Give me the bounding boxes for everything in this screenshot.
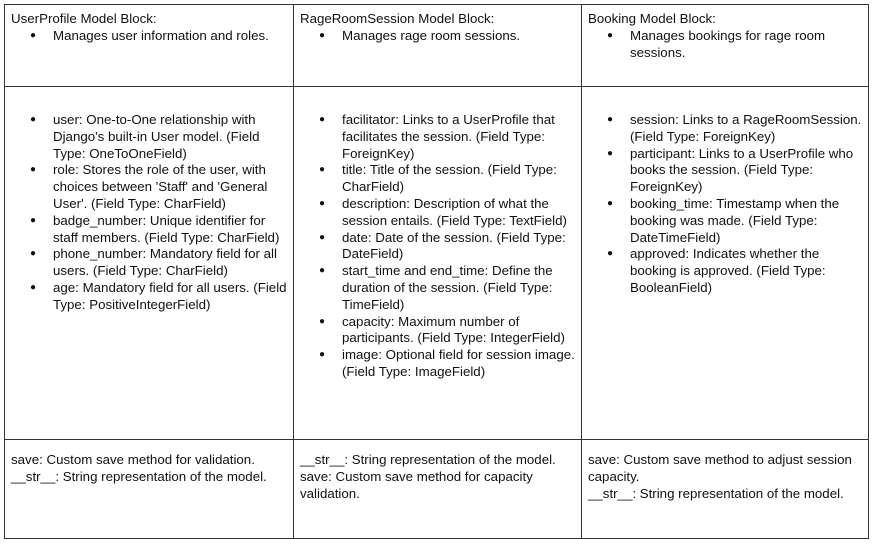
booking-methods-cell: [582, 440, 868, 538]
list-item: ● session: Links to a RageRoomSession. (Field Type: ForeignKey): [588, 112, 863, 146]
rageroomsession-summary-list: [300, 28, 577, 45]
method-text: save: Custom save method to adjust session capacity.: [588, 452, 852, 484]
userprofile-header: UserProfile Model Block:: [11, 11, 157, 26]
rageroomsession-fields-cell: [294, 87, 582, 440]
list-item: ● participant: Links to a UserProfile who books the session. (Field Type: ForeignKey): [588, 146, 863, 196]
list-item: ● Manages rage room sessions.: [300, 28, 577, 45]
booking-header-cell: [582, 5, 868, 87]
list-item: ● facilitator: Links to a UserProfile that facilitates the session. (Field Type: ForeignKey): [300, 112, 577, 162]
list-item: ● image: Optional field for session image. (Field Type: ImageField): [300, 347, 577, 381]
list-item: ● phone_number: Mandatory field for all users. (Field Type: CharField): [11, 246, 289, 280]
list-item: ● role: Stores the role of the user, with choices between 'Staff' and 'General User'. (Field Type: CharField): [11, 162, 289, 212]
model-table: [4, 4, 869, 539]
rageroomsession-methods-cell: [294, 440, 582, 538]
userprofile-summary-list: [11, 28, 289, 45]
list-item: ● Manages bookings for rage room sessions.: [588, 28, 863, 62]
list-item: ● capacity: Maximum number of participants. (Field Type: IntegerField): [300, 314, 577, 348]
booking-header: Booking Model Block:: [588, 11, 716, 26]
method-text: __str__: String representation of the model.: [300, 452, 556, 467]
list-item: ● badge_number: Unique identifier for staff members. (Field Type: CharField): [11, 213, 289, 247]
list-item: ● description: Description of what the session entails. (Field Type: TextField): [300, 196, 577, 230]
list-item: ● date: Date of the session. (Field Type: DateField): [300, 230, 577, 264]
userprofile-fields-cell: [5, 87, 294, 440]
method-text: save: Custom save method for capacity validation.: [300, 468, 533, 501]
method-text: __str__: String representation of the model.: [588, 485, 844, 501]
method-text: __str__: String representation of the model.: [11, 468, 267, 484]
list-item: ● user: One-to-One relationship with Django's built-in User model. (Field Type: OneToOneField): [11, 112, 289, 162]
list-item: ● approved: Indicates whether the booking is approved. (Field Type: BooleanField): [588, 246, 863, 296]
list-item: ● age: Mandatory field for all users. (Field Type: PositiveIntegerField): [11, 280, 289, 314]
userprofile-methods-cell: [5, 440, 294, 538]
rageroomsession-header: RageRoomSession Model Block:: [300, 11, 495, 26]
list-item: ● title: Title of the session. (Field Type: CharField): [300, 162, 577, 196]
userprofile-header-cell: [5, 5, 294, 87]
list-item: ● start_time and end_time: Define the duration of the session. (Field Type: TimeField): [300, 263, 577, 313]
method-text: save: Custom save method for validation.: [11, 452, 255, 467]
userprofile-fields-list: [11, 93, 289, 314]
booking-summary-list: [588, 28, 863, 62]
list-item: ● booking_time: Timestamp when the booking was made. (Field Type: DateTimeField): [588, 196, 863, 246]
booking-fields-cell: [582, 87, 868, 440]
rageroomsession-header-cell: [294, 5, 582, 87]
booking-fields-list: [588, 93, 863, 297]
list-item: ● Manages user information and roles.: [11, 28, 289, 45]
rageroomsession-fields-list: [300, 93, 577, 381]
